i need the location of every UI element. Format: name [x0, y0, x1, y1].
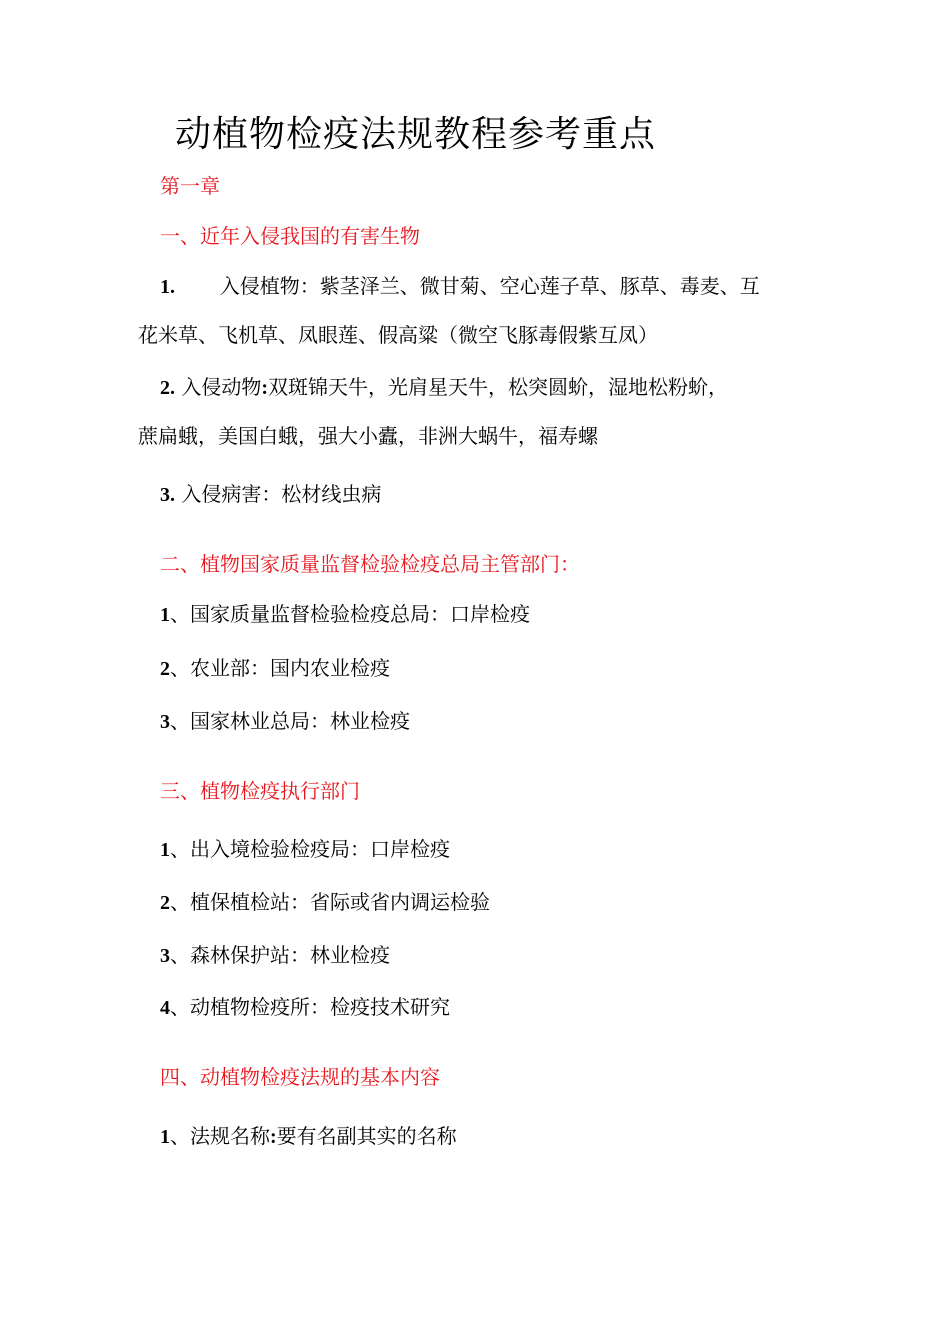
page-title: 动植物检疫法规教程参考重点 [175, 114, 657, 155]
list-item [160, 941, 390, 970]
item-number: 3. [160, 484, 175, 506]
item-text: 、出入境检验检疫局：口岸检疫 [170, 837, 450, 861]
item-text: 、农业部：国内农业检疫 [170, 656, 390, 680]
item-text-continuation: 花米草、飞机草、凤眼莲、假高粱（微空飞豚毒假紫互凤） [138, 323, 658, 347]
item-number: 2 [160, 658, 170, 680]
item-number: 1 [160, 839, 170, 861]
section-heading-4: 四、动植物检疫法规的基本内容 [160, 1065, 440, 1089]
item-number: 3 [160, 945, 170, 967]
item-number: 1 [160, 1126, 170, 1148]
item-number: 1. [160, 276, 175, 298]
list-item [160, 888, 490, 917]
item-number: 2. [160, 377, 175, 399]
item-number: 4 [160, 997, 170, 1019]
item-text: 、植保植检站：省际或省内调运检验 [170, 890, 490, 914]
item-number: 1 [160, 604, 170, 626]
item-text: 入侵植物：紫茎泽兰、微甘菊、空心莲子草、豚草、毒麦、互 [219, 274, 760, 298]
item-text: 入侵病害：松材线虫病 [181, 482, 382, 506]
item-text-continuation: 蔗扁蛾，美国白蛾，强大小蠹，非洲大蜗牛，福寿螺 [138, 424, 598, 448]
list-item [160, 654, 390, 683]
list-item [160, 993, 450, 1022]
list-item [160, 480, 381, 509]
item-text: 、动植物检疫所：检疫技术研究 [170, 995, 450, 1019]
section-heading-1: 一、近年入侵我国的有害生物 [160, 224, 420, 248]
item-text: 、森林保护站：林业检疫 [170, 943, 390, 967]
item-text: 、国家质量监督检验检疫总局：口岸检疫 [170, 602, 530, 626]
item-text-2: 双斑锦天牛，光肩星天牛，松突圆蚧，湿地松粉蚧， [268, 375, 729, 399]
list-item [160, 1122, 457, 1151]
item-text: 入侵动物 [181, 375, 262, 399]
list-item [160, 707, 410, 736]
section-heading-2: 二、植物国家质量监督检验检疫总局主管部门： [160, 552, 580, 576]
item-colon: : [270, 1126, 277, 1148]
item-colon: : [261, 377, 269, 399]
item-number: 3 [160, 711, 170, 733]
item-text: 、法规名称 [170, 1124, 270, 1148]
list-item [160, 835, 450, 864]
item-text: 、国家林业总局：林业检疫 [170, 709, 410, 733]
chapter-heading: 第一章 [160, 174, 220, 198]
section-heading-3: 三、植物检疫执行部门 [160, 779, 360, 803]
list-item [160, 600, 530, 629]
item-text-2: 要有名副其实的名称 [276, 1124, 457, 1148]
item-number: 2 [160, 892, 170, 914]
